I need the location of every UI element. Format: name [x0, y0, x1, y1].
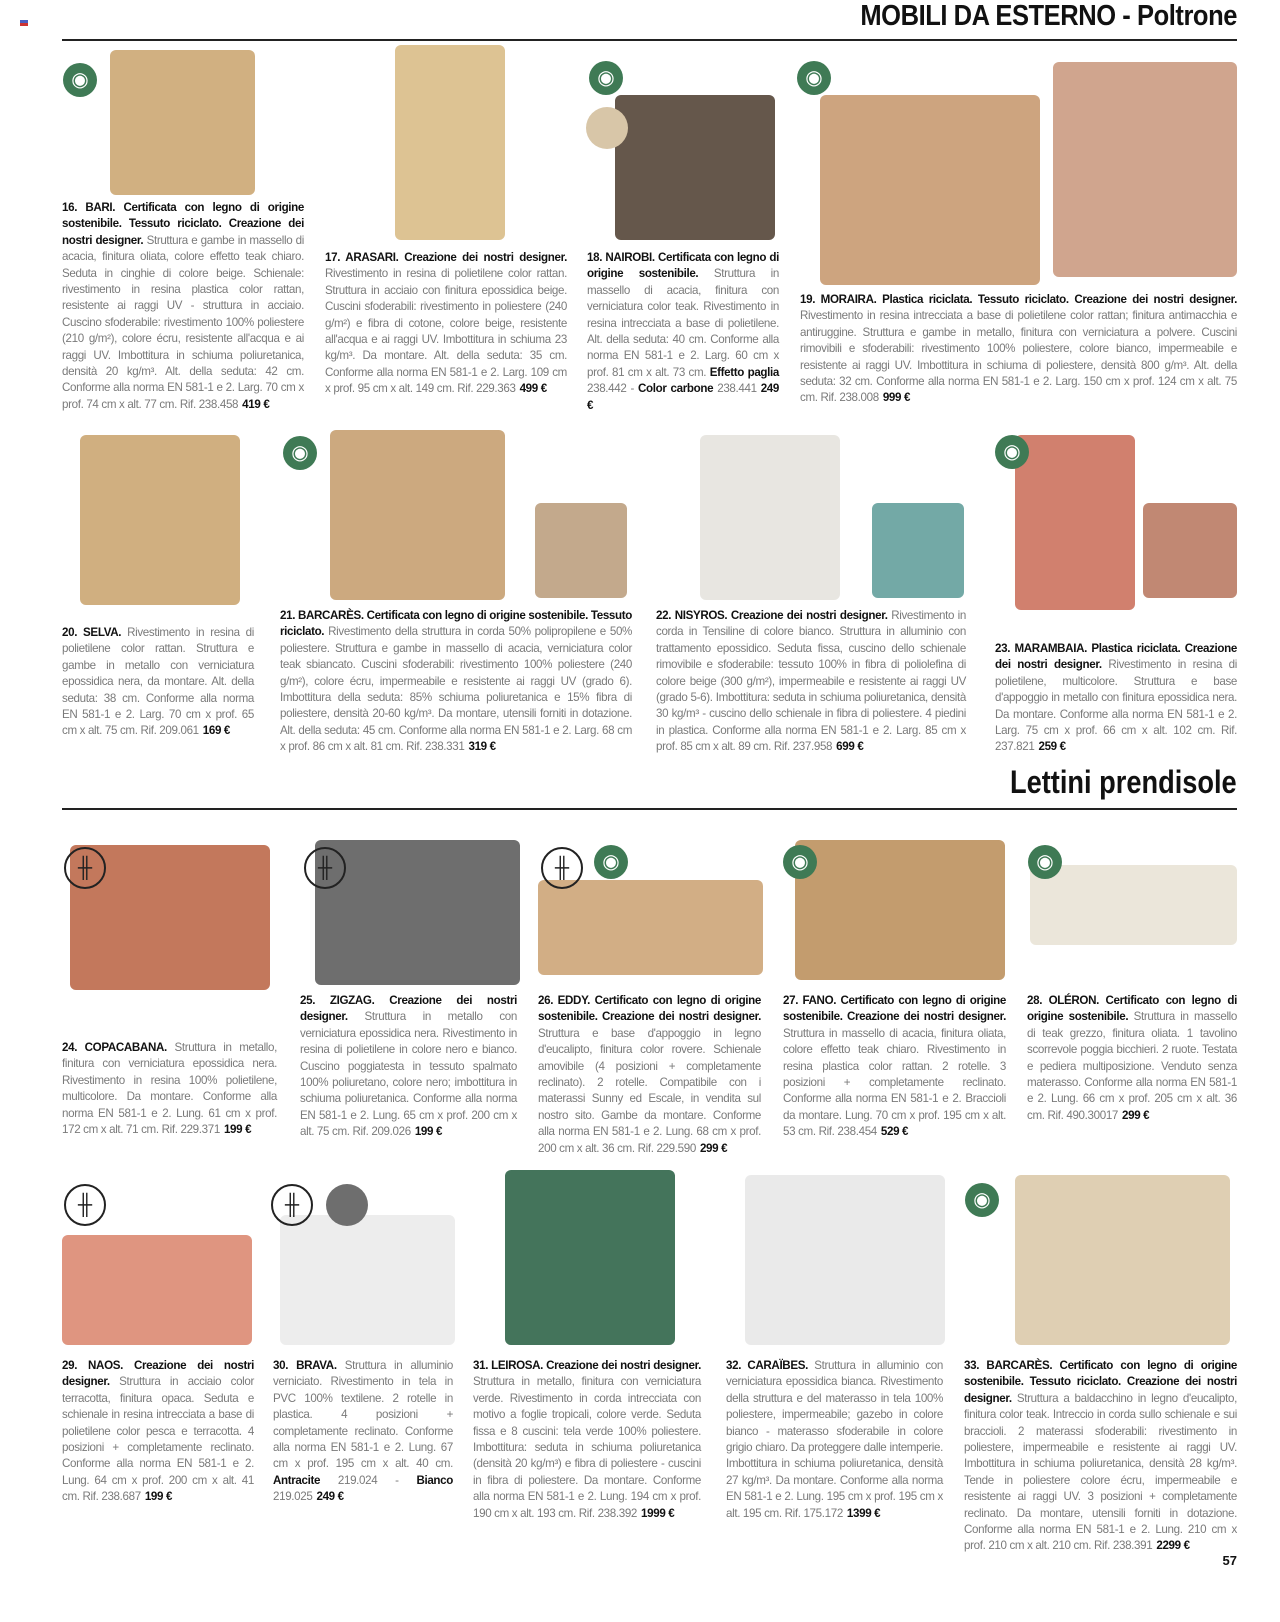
product-price: 319 € — [468, 740, 496, 754]
product-text: Struttura in metallo, finitura con verniciatura verde. Rivestimento in corda intrecciata con motivo a foglie tropicali, colore verde. Seduta fissa e 8 cuscini: tela verde 100% poliestere. Imbottitura: seduta in schiuma poliuretanica (densità 20 kg/m³) e fibra di poliestere - cuscini in fibra di poliestere. Da montare. Conforme alla norma EN 581-1 e 2. Lung. 194 cm x prof. 190 cm x alt. 193 cm. Rif. 238.392 — [473, 1375, 701, 1520]
color-swatch[interactable] — [326, 1184, 368, 1226]
product-highlight: Effetto paglia — [709, 365, 779, 379]
product-highlight: 23. MARAMBAIA. Plastica riciclata. Creazione dei nostri designer. — [995, 642, 1237, 672]
product-price: 2299 € — [1156, 1539, 1190, 1553]
product-image[interactable] — [615, 95, 775, 240]
product-text: Struttura in massello di teak grezzo, finitura oliata. 1 tavolino scorrevole poggia bicchieri. 2 ruote. Testata e pediera multiposizione. Venduto senza materasso. Conforme alla norma EN 581-1 e 2. Lung. 66 cm x prof. 205 cm x alt. 36 cm. Rif. 490.30017 — [1027, 1010, 1237, 1122]
product-description-28 — [1027, 993, 1237, 1124]
product-image[interactable] — [700, 435, 840, 600]
product-image[interactable] — [1143, 503, 1237, 598]
product-image[interactable] — [1015, 435, 1135, 610]
product-text: Struttura in acciaio color terracotta, finitura opaca. Seduta e schienale in resina intrecciata a base di polietilene color pesca e terracotta. 4 posizioni + completamente reclinato. Conforme alla norma EN 581-1 e 2. Lung. 64 cm x prof. 200 cm x alt. 41 cm. Rif. 238.687 — [62, 1375, 254, 1504]
eco-globe-icon: ◉ — [783, 845, 817, 879]
lounger-stack-icon: ╫ — [64, 847, 106, 889]
product-highlight: 24. COPACABANA. — [62, 1041, 167, 1054]
product-image[interactable] — [1053, 62, 1237, 277]
eco-globe-icon: ◉ — [965, 1183, 999, 1217]
divider — [62, 808, 1237, 810]
product-image[interactable] — [535, 503, 627, 598]
product-image[interactable] — [872, 503, 964, 598]
eco-globe-icon: ◉ — [594, 845, 628, 879]
page-number: 57 — [1222, 1553, 1237, 1568]
section-title: Lettini prendisole — [1010, 764, 1237, 800]
product-text: Struttura in alluminio verniciato. Rivestimento in tela in PVC 100% textilene. 2 rotelle in plastica. 4 posizioni + completamente reclinato. Conforme alla norma EN 581-1 e 2. Lung. 67 cm x prof. 195 cm x alt. 40 cm. — [273, 1359, 454, 1471]
product-highlight: 27. FANO. Certificato con legno di origine sostenibile. Creazione dei nostri designer. — [783, 994, 1006, 1024]
product-text: Rivestimento in resina di polietilene color rattan. Struttura in acciaio con finitura epossidica beige. Cuscini sfoderabili: rivestimento in poliestere (240 g/m²) e fibra di cotone, colore beige, resistente all'acqua e ai raggi UV. Imbottitura in schiuma 23 kg/m³. Da montare. Alt. della seduta: 35 cm. Conforme alla norma EN 581-1 e 2. Larg. 109 cm x prof. 95 cm x alt. 149 cm. Rif. 229.363 — [325, 267, 567, 396]
product-text: Struttura in metallo, finitura con verniciatura epossidica nera. Rivestimento in resina 100% polietilene, multicolore. Da montare. Conforme alla norma EN 581-1 e 2. Lung. 61 cm x prof. 172 cm x alt. 71 cm. Rif. 229.371 — [62, 1041, 277, 1137]
product-image[interactable] — [62, 1235, 252, 1345]
product-text: Struttura e gambe in massello di acacia, finitura oliata, colore effetto teak chiaro. Seduta in cinghie di colore beige. Schienale: rivestimento in resina plastica color rattan, resistente ai raggi UV - struttura in acciaio. Cuscino sfoderabile: rivestimento 100% poliestere (210 g/m²), colore écru, resistente all'acqua e ai raggi UV. Imbottitura in schiuma poliuretanica, densità 20 kg/m³. Alt. della seduta: 42 cm. Conforme alla norma EN 581-1 e 2. Larg. 70 cm x prof. 74 cm x alt. 77 cm. Rif. 238.458 — [62, 233, 305, 411]
product-price: 259 € — [1038, 740, 1066, 754]
product-text: Rivestimento in resina di polietilene, multicolore. Struttura e base d'appoggio in metallo con finitura epossidica nera. Da montare. Conforme alla norma EN 581-1 e 2. Larg. 75 cm x prof. 66 cm x alt. 102 cm. Rif. 237.821 — [995, 658, 1237, 754]
product-price: 499 € — [519, 382, 547, 396]
product-price: 419 € — [242, 397, 270, 411]
product-highlight: 19. MORAIRA. Plastica riciclata. Tessuto riciclato. Creazione dei nostri designer. — [800, 293, 1237, 306]
product-description-33 — [964, 1358, 1237, 1555]
product-image[interactable] — [315, 840, 520, 985]
product-description-27 — [783, 993, 1006, 1141]
product-text: Rivestimento della struttura in corda 50% polipropilene e 50% poliestere. Struttura e gambe in massello di acacia, verniciatura color teak sbiancato. Cuscini sfoderabili: rivestimento 100% poliestere (240 g/m²), colore écru, impermeabile e resistente ai raggi UV (grado 6). Imbottitura della seduta: 85% schiuma poliuretanica e 15% fibra di poliestere, densità 20-60 kg/m³. Da montare, utensili forniti in dotazione. Alt. della seduta: 45 cm. Conforme alla norma EN 581-1 e 2. Larg. 68 cm x prof. 86 cm x alt. 81 cm. Rif. 238.331 — [280, 625, 632, 754]
lounger-stack-icon: ╫ — [541, 847, 583, 889]
product-text: 238.441 — [713, 382, 757, 396]
product-text: 238.442 - — [587, 382, 639, 396]
product-description-19 — [800, 292, 1237, 407]
product-text: Struttura in massello di acacia, finitura oliata, colore effetto teak chiaro. Rivestimento in resina plastica color rattan. 2 rotelle. 3 posizioni + completamente reclinato. Conforme alla norma EN 581-1 e 2. Braccioli da montare. Lung. 70 cm x prof. 195 cm x alt. 53 cm. Rif. 238.454 — [783, 1026, 1006, 1139]
product-price: 999 € — [882, 391, 911, 405]
eco-globe-icon: ◉ — [995, 435, 1029, 469]
product-description-21 — [280, 608, 632, 756]
product-image[interactable] — [1030, 865, 1237, 945]
product-highlight: 31. LEIROSA. Creazione dei nostri designer. — [473, 1359, 701, 1372]
product-text: Struttura a baldacchino in legno d'eucalipto, finitura color teak. Intreccio in corda sullo schienale e sui braccioli. 2 materassi sfoderabili: rivestimento in poliestere, impermeabile e resistente ai raggi UV. Imbottitura in schiuma poliuretanica, densità 28 kg/m³. Tende in poliestere colore écru, impermeabile e resistente ai raggi UV. 3 posizioni + completamente reclinato. Da montare, utensili forniti in dotazione. Conforme alla norma EN 581-1 e 2. Lung. 210 cm x prof. 210 cm x alt. 210 cm. Rif. 238.391 — [964, 1391, 1237, 1553]
eco-globe-icon: ◉ — [283, 436, 317, 470]
product-price: 249 € — [587, 382, 779, 412]
product-description-29 — [62, 1358, 254, 1506]
product-highlight: 20. SELVA. — [62, 626, 122, 639]
eco-globe-icon: ◉ — [63, 63, 97, 97]
product-image[interactable] — [395, 45, 505, 240]
product-text: Struttura e base d'appoggio in legno d'eucalipto, finitura color rovere. Schienale amovibile (4 posizioni + completamente reclinato). 2 rotelle. Compatibile con i materassi Sunny ed Escale, in vendita sul nostro sito. Gambe da montare. Conforme alla norma EN 581-1 e 2. Lung. 68 cm x prof. 200 cm x alt. 36 cm. Rif. 229.590 — [538, 1026, 761, 1155]
product-image[interactable] — [745, 1175, 945, 1345]
lounger-stack-icon: ╫ — [304, 847, 346, 889]
product-image[interactable] — [820, 95, 1040, 285]
product-image[interactable] — [538, 880, 763, 975]
page-title: MOBILI DA ESTERNO - Poltrone — [860, 0, 1237, 32]
lounger-stack-icon: ╫ — [64, 1184, 106, 1226]
divider — [62, 39, 1237, 41]
product-highlight: 29. NAOS. Creazione dei nostri designer. — [62, 1359, 254, 1389]
product-description-18 — [587, 250, 779, 414]
product-text: Struttura in alluminio con verniciatura epossidica bianca. Rivestimento della struttura e del materasso in tela 100% poliestere, impermeabile; gazebo in colore bianco - materasso sfoderabile in colore grigio chiaro. Da proteggere dalle intemperie. Imbottitura in schiuma poliuretanica, densità 27 kg/m³. Da montare. Conforme alla norma EN 581-1 e 2. Lung. 195 cm x prof. 195 cm x alt. 195 cm. Rif. 175.172 — [726, 1359, 943, 1520]
product-price: 1399 € — [846, 1506, 881, 1520]
product-price: 699 € — [836, 740, 864, 754]
product-price: 1999 € — [641, 1506, 675, 1520]
product-price: 199 € — [144, 1490, 173, 1504]
product-image[interactable] — [795, 840, 1005, 980]
product-highlight: 26. EDDY. Certificato con legno di origine sostenibile. Creazione dei nostri designer. — [538, 994, 761, 1024]
lounger-stack-icon: ╫ — [271, 1184, 313, 1226]
product-highlight: 25. ZIGZAG. Creazione dei nostri designer. — [300, 994, 517, 1024]
product-description-16 — [62, 200, 304, 413]
product-description-30 — [273, 1358, 453, 1506]
product-highlight: 33. BARCARÈS. Certificato con legno di origine sostenibile. Tessuto riciclato. Creazione dei nostri designer. — [964, 1359, 1237, 1405]
product-highlight: 16. BARI. Certificata con legno di origine sostenibile. Tessuto riciclato. Creazione dei nostri designer. — [62, 201, 304, 247]
product-text: Struttura in metallo con verniciatura epossidica nera. Rivestimento in resina di polietilene in colore nero e bianco. Cuscino poggiatesta in tessuto spalmato 100% poliuretano, colore nero; imbottitura in schiuma poliuretanica. Conforme alla norma EN 581-1 e 2. Lung. 65 cm x prof. 200 cm x alt. 75 cm. Rif. 209.026 — [300, 1010, 517, 1139]
product-text: 219.025 — [273, 1490, 313, 1504]
product-description-17 — [325, 250, 567, 398]
product-description-31 — [473, 1358, 701, 1522]
product-highlight: Bianco — [416, 1473, 453, 1487]
product-text: 219.024 - — [320, 1473, 417, 1487]
product-text: Rivestimento in corda in Tensiline di colore bianco. Struttura in alluminio con trattamento epossidico. Seduta fissa, cuscino dello schienale rimovibile e sfoderabile: tessuto 100% in fibra di poliolefina di colore beige (300 g/m²), impermeabile e resistente ai raggi UV (grado 5-6). Imbottitura: seduta in schiuma poliuretanica, densità 30 kg/m³ - cuscino dello schienale in fibra di poliestere. 4 piedini in plastica. Conforme alla norma EN 581-1 e 2. Larg. 85 cm x prof. 85 cm x alt. 89 cm. Rif. 237.958 — [656, 609, 966, 754]
product-image[interactable] — [80, 435, 240, 605]
eco-globe-icon: ◉ — [1028, 845, 1062, 879]
product-highlight: 21. BARCARÈS. Certificata con legno di origine sostenibile. Tessuto riciclato. — [280, 609, 632, 639]
product-image[interactable] — [1015, 1175, 1230, 1345]
product-highlight: 18. NAIROBI. Certificata con legno di origine sostenibile. — [587, 251, 779, 281]
color-swatch[interactable] — [586, 107, 628, 149]
product-image[interactable] — [505, 1170, 675, 1345]
product-description-20 — [62, 625, 254, 740]
product-image[interactable] — [110, 50, 255, 195]
product-description-23 — [995, 641, 1237, 756]
product-highlight: 28. OLÉRON. Certificato con legno di origine sostenibile. — [1027, 994, 1237, 1024]
product-highlight: 17. ARASARI. Creazione dei nostri designer. — [325, 251, 567, 264]
product-description-24 — [62, 1040, 277, 1138]
product-price: 299 € — [1122, 1108, 1150, 1122]
product-text: Struttura in massello di acacia, finitura con verniciatura color teak. Rivestimento in resina intrecciata a base di polietilene. Alt. della seduta: 40 cm. Conforme alla norma EN 581-1 e 2. Larg. 60 cm x prof. 81 cm x alt. 73 cm. — [587, 267, 779, 379]
product-description-25 — [300, 993, 517, 1141]
product-image[interactable] — [330, 430, 505, 600]
eco-globe-icon: ◉ — [589, 61, 623, 95]
product-price: 529 € — [880, 1125, 909, 1139]
product-text: Rivestimento in resina di polietilene color rattan. Struttura e gambe in metallo con verniciatura epossidica nera, da montare. Alt. della seduta: 38 cm. Conforme alla norma EN 581-1 e 2. Larg. 70 cm x prof. 65 cm x alt. 75 cm. Rif. 209.061 — [62, 626, 254, 738]
product-highlight: 30. BRAVA. — [273, 1359, 337, 1372]
product-price: 299 € — [699, 1141, 728, 1155]
product-highlight: Antracite — [273, 1473, 321, 1487]
language-flag-icon — [20, 20, 28, 26]
product-highlight: 32. CARAÏBES. — [726, 1359, 808, 1372]
product-price: 199 € — [414, 1125, 443, 1139]
product-highlight: Color carbone — [638, 382, 714, 396]
product-text: Rivestimento in resina intrecciata a base di polietilene color rattan; finitura antimacchia e antiruggine. Struttura e gambe in metallo, finitura con verniciatura a polvere. Cuscini rimovibili e sfoderabili: rivestimento 100% poliestere, colore bianco, impermeabile e resistente ai raggi UV. Imbottitura in schiuma di poliestere, densità 800 g/m³. Alt. della seduta: 32 cm. Conforme alla norma EN 581-1 e 2. Larg. 150 cm x prof. 124 cm x alt. 75 cm. Rif. 238.008 — [800, 309, 1237, 405]
product-highlight: 22. NISYROS. Creazione dei nostri designer. — [656, 609, 888, 622]
product-description-26 — [538, 993, 761, 1157]
product-price: 199 € — [223, 1123, 252, 1137]
product-description-22 — [656, 608, 966, 756]
product-price: 169 € — [202, 724, 231, 738]
product-description-32 — [726, 1358, 943, 1522]
product-price: 249 € — [316, 1490, 344, 1504]
product-image[interactable] — [280, 1215, 455, 1345]
eco-globe-icon: ◉ — [797, 61, 831, 95]
